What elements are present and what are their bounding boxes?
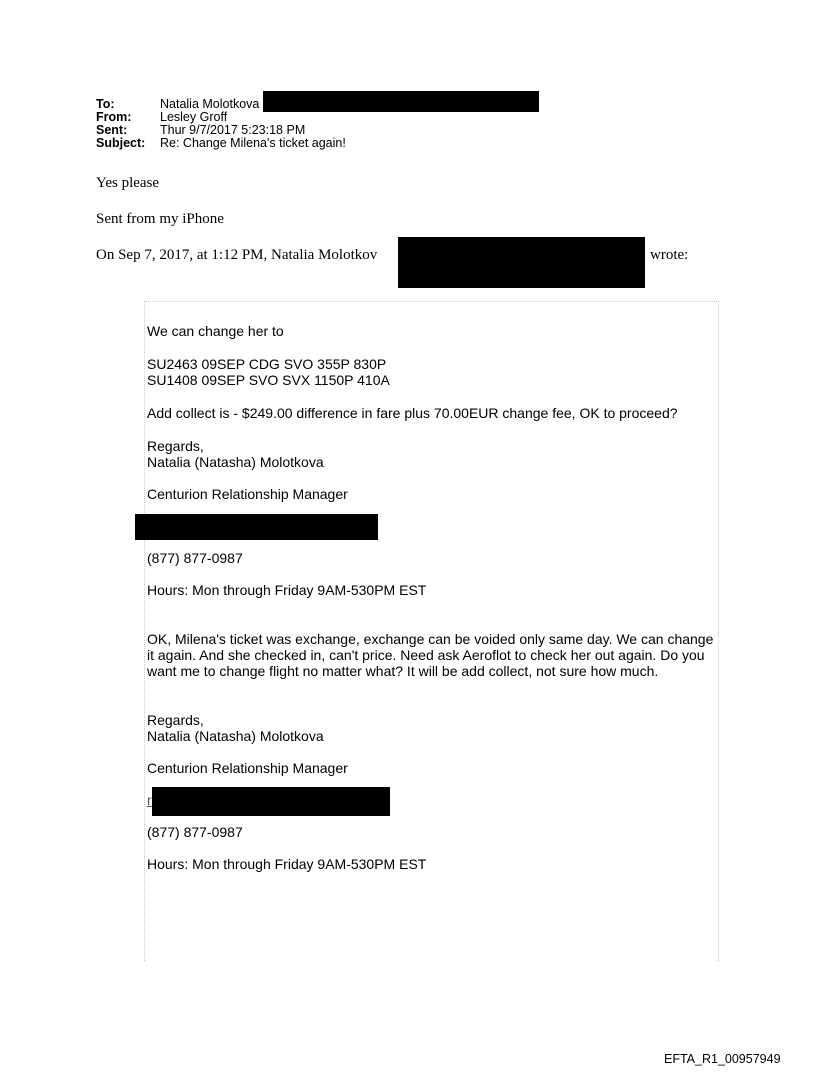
attribution-suffix: wrote: [650, 247, 689, 263]
business-hours: Hours: Mon through Friday 9AM-530PM EST [147, 582, 427, 598]
flight-line: SU1408 09SEP SVO SVX 1150P 410A [147, 372, 390, 388]
redaction-bar [135, 514, 378, 540]
redaction-bar [398, 237, 645, 288]
sender-name: Natalia (Natasha) Molotkova [147, 728, 324, 744]
sent-value: Thur 9/7/2017 5:23:18 PM [160, 123, 306, 137]
from-label: From: [96, 110, 132, 124]
subject-label: Subject: [96, 136, 146, 150]
quoted-paragraph-line: it again. And she checked in, can't price. Need ask Aeroflot to check her out again. Do you [147, 647, 705, 663]
regards-text: Regards, [147, 712, 204, 728]
sender-title: Centurion Relationship Manager [147, 486, 348, 502]
to-value: Natalia Molotkova [160, 97, 260, 111]
sender-name: Natalia (Natasha) Molotkova [147, 454, 324, 470]
reply-signature: Sent from my iPhone [96, 211, 224, 227]
link-fragment: r [147, 792, 152, 808]
from-value: Lesley Groff [160, 110, 228, 124]
flight-line: SU2463 09SEP CDG SVO 355P 830P [147, 356, 387, 372]
phone-number: (877) 877-0987 [147, 824, 243, 840]
add-collect-line: Add collect is - $249.00 difference in fare plus 70.00EUR change fee, OK to proceed? [147, 405, 678, 421]
quoted-paragraph-line: OK, Milena's ticket was exchange, exchange can be voided only same day. We can change [147, 631, 714, 647]
phone-number: (877) 877-0987 [147, 550, 243, 566]
attribution-prefix: On Sep 7, 2017, at 1:12 PM, Natalia Molotkov [96, 247, 378, 263]
business-hours: Hours: Mon through Friday 9AM-530PM EST [147, 856, 427, 872]
quoted-line: We can change her to [147, 323, 284, 339]
subject-value: Re: Change Milena's ticket again! [160, 136, 346, 150]
document-id: EFTA_R1_00957949 [664, 1052, 781, 1066]
sent-label: Sent: [96, 123, 128, 137]
quoted-paragraph-line: want me to change flight no matter what? It will be add collect, not sure how much. [147, 663, 659, 679]
redaction-bar [152, 787, 390, 816]
redaction-bar [263, 91, 539, 112]
regards-text: Regards, [147, 438, 204, 454]
to-label: To: [96, 97, 115, 111]
sender-title: Centurion Relationship Manager [147, 760, 348, 776]
reply-body: Yes please [96, 175, 160, 191]
